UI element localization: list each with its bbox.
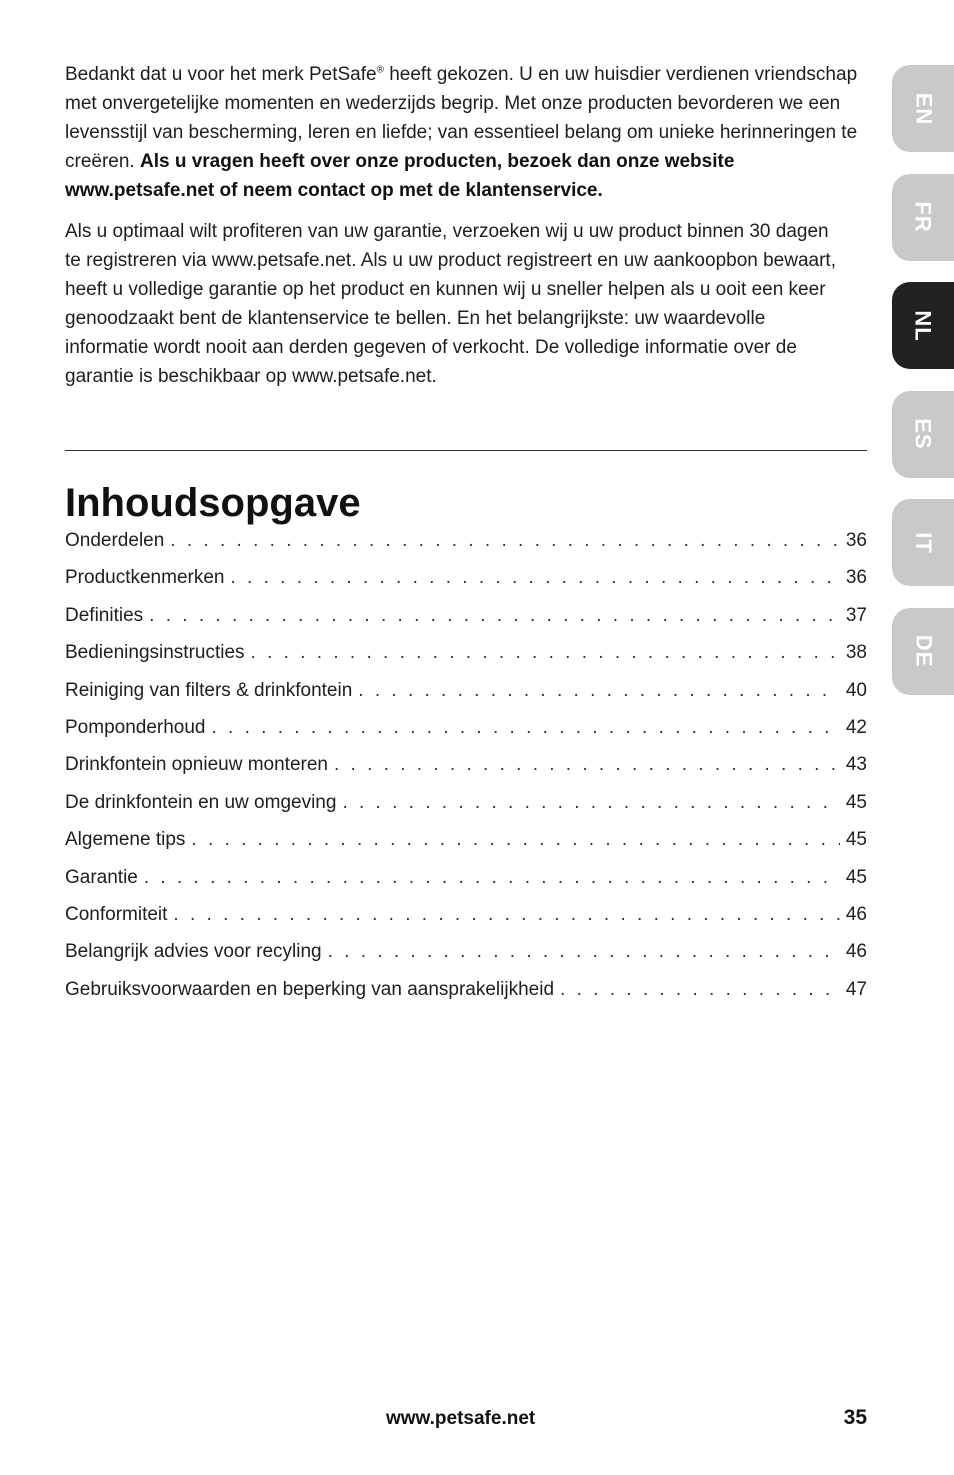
toc-dot-leader: [173, 904, 839, 926]
language-tab-label: ES: [910, 418, 936, 450]
section-divider: [65, 450, 867, 451]
toc-entry-label: Onderdelen: [65, 530, 165, 551]
footer-url[interactable]: www.petsafe.net: [386, 1408, 536, 1429]
toc-dot-leader: [342, 792, 839, 814]
language-tab-es[interactable]: [892, 391, 954, 478]
language-tab-nl[interactable]: [892, 282, 954, 369]
toc-entry-page: 36: [845, 530, 867, 551]
language-tab-it[interactable]: [892, 499, 954, 586]
toc-entry-label: Bedieningsinstructies: [65, 642, 245, 664]
warranty-paragraph: Als u optimaal wilt profiteren van uw garantie, verzoeken wij u uw product binnen 30 dagen te registreren via www.petsafe.net. Als u uw product registreert en uw aankoopbon bewaart, heeft u volledige garantie op het product en kunnen wij u sneller helpen als u ooit een keer genoodzaakt bent de klantenservice te bellen. En het belangrijkste: uw waardevolle informatie wordt nooit aan derden gegeven of verkocht. De volledige informatie over de garantie is beschikbaar op www.petsafe.net.: [65, 221, 836, 387]
toc-dot-leader: [560, 979, 840, 1001]
toc-entry-page: 46: [845, 903, 867, 925]
toc-dot-leader: [212, 717, 840, 739]
toc-dot-leader: [334, 754, 840, 776]
language-tab-en[interactable]: [892, 65, 954, 152]
toc-entry[interactable]: [65, 530, 867, 567]
toc-entry-page: 38: [845, 642, 867, 664]
toc-entry-page: 36: [845, 567, 867, 589]
toc-entry[interactable]: [65, 567, 867, 604]
toc-entry-page: 45: [845, 829, 867, 851]
toc-dot-leader: [230, 567, 839, 589]
language-tab-label: IT: [911, 531, 936, 554]
toc-entry-label: Gebruiksvoorwaarden en beperking van aansprakelijkheid: [65, 978, 555, 1000]
toc-entry-label: Pomponderhoud: [65, 716, 206, 738]
toc-entry-label: Belangrijk advies voor recyling: [65, 941, 322, 963]
toc-dot-leader: [170, 530, 840, 552]
toc-entry[interactable]: [65, 867, 867, 904]
language-tab-label: NL: [910, 309, 936, 342]
intro-text-start: Bedankt dat u voor het merk PetSafe: [65, 64, 377, 85]
toc-entry[interactable]: [65, 829, 867, 866]
toc-entry-page: 46: [845, 941, 867, 963]
intro-section: [65, 60, 867, 403]
toc-entry[interactable]: [65, 941, 867, 978]
language-tabs: [892, 65, 954, 716]
toc-dot-leader: [251, 642, 840, 664]
toc-entry-label: Productkenmerken: [65, 567, 225, 589]
toc-title: Inhoudsopgave: [65, 481, 361, 525]
toc-list: [65, 530, 867, 1016]
toc-dot-leader: [358, 680, 840, 702]
toc-entry-label: Drinkfontein opnieuw monteren: [65, 754, 328, 776]
toc-entry[interactable]: [65, 680, 867, 717]
toc-dot-leader: [328, 941, 840, 963]
toc-dot-leader: [144, 867, 840, 889]
toc-entry-page: 40: [845, 679, 867, 701]
toc-entry-label: Definities: [65, 604, 144, 626]
toc-entry-page: 45: [845, 866, 867, 888]
toc-entry[interactable]: [65, 754, 867, 791]
toc-entry-label: Reiniging van filters & drinkfontein: [65, 679, 353, 701]
toc-entry[interactable]: [65, 904, 867, 941]
toc-entry-page: 37: [845, 604, 867, 626]
toc-dot-leader: [149, 605, 840, 627]
language-tab-fr[interactable]: [892, 174, 954, 261]
toc-entry[interactable]: [65, 642, 867, 679]
toc-dot-leader: [191, 829, 839, 851]
language-tab-label: DE: [911, 634, 936, 668]
toc-entry-label: Algemene tips: [65, 829, 186, 851]
intro-paragraph: [65, 60, 860, 205]
page-number: 35: [843, 1406, 867, 1429]
toc-entry-page: 45: [845, 791, 867, 813]
language-tab-label: FR: [910, 201, 936, 233]
language-tab-de[interactable]: [892, 608, 954, 695]
toc-entry[interactable]: [65, 792, 867, 829]
toc-entry[interactable]: [65, 717, 867, 754]
toc-entry-page: 43: [845, 754, 867, 776]
toc-entry[interactable]: [65, 605, 867, 642]
intro-bold-contact: Als u vragen heeft over onze producten, bezoek dan onze website www.petsafe.net of neem contact op met de klantenservice.: [65, 151, 735, 201]
language-tab-label: EN: [911, 92, 936, 125]
toc-entry-page: 42: [845, 716, 867, 738]
intro-text-rest: heeft gekozen. U en uw huisdier verdienen vriendschap met onvergetelijke momenten en wederzijds begrip. Met onze producten bevorderen we een levensstijl van bescherming, leren en liefde; van essentieel belang om unieke herinneringen te creëren.: [65, 64, 858, 172]
toc-entry-page: 47: [845, 978, 867, 1000]
toc-entry-label: Conformiteit: [65, 903, 168, 925]
toc-entry-label: Garantie: [65, 866, 138, 888]
registered-mark: ®: [376, 64, 384, 76]
toc-entry[interactable]: [65, 979, 867, 1016]
toc-entry-label: De drinkfontein en uw omgeving: [65, 791, 337, 813]
